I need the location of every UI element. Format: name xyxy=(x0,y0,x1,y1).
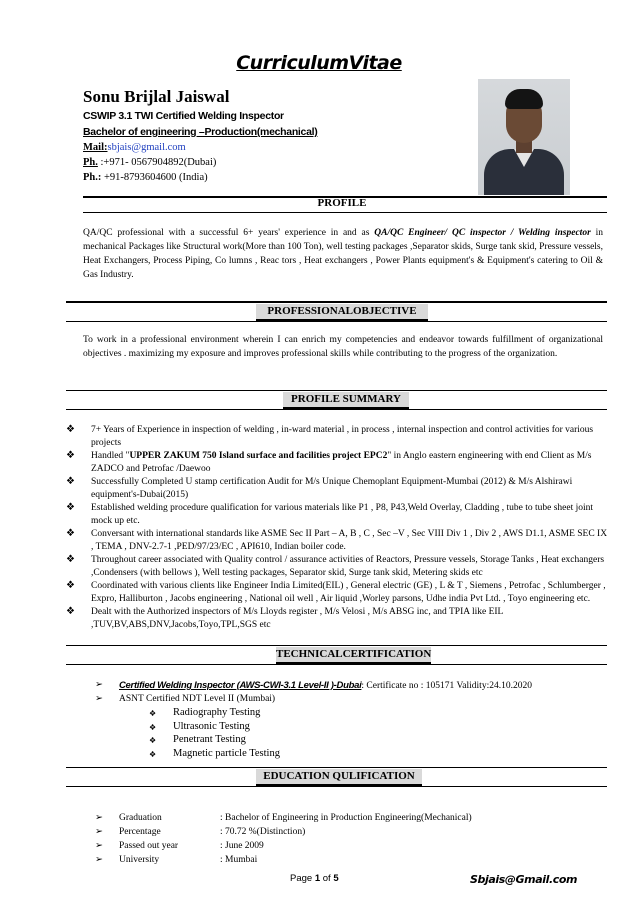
list-item: ❖ Conversant with international standards like ASME Sec II Part – A, B , C , Sec –V , Sec VIII Div 1 , Div 2 , AWS D1.1, ASME SEC IX , TEMA , DNV-2.7-1 ,PED/97/23/EC , API610, Indian boiler code. xyxy=(66,528,608,552)
footer-email: Sbjais@Gmail.com xyxy=(470,873,578,886)
diamond-bullet-icon: ❖ xyxy=(66,476,75,487)
list-item: ❖ Established welding procedure qualification for various materials like P1 , P8, P43,Weld Overlay, Cladding , tube to tube sheet joint mock up etc. xyxy=(66,502,594,526)
education-table xyxy=(95,811,615,867)
header-block xyxy=(83,86,333,185)
mail-link[interactable]: sbjais@gmail.com xyxy=(107,142,186,153)
phone-label: Ph. xyxy=(83,157,98,168)
summary-heading: PROFILE SUMMARY xyxy=(283,392,409,409)
table-row: ➢ University : Mumbai xyxy=(95,855,258,865)
list-item: ❖ Ultrasonic Testing xyxy=(95,720,615,734)
mail-label: Mail: xyxy=(83,142,108,153)
diamond-bullet-icon: ❖ xyxy=(66,554,75,565)
list-item: ➢ ASNT Certified NDT Level II (Mumbai) xyxy=(95,694,276,704)
list-item: ❖ Radiography Testing xyxy=(95,706,615,720)
arrow-bullet-icon: ➢ xyxy=(95,841,103,851)
divider xyxy=(66,786,607,787)
list-item: ❖ Penetrant Testing xyxy=(95,733,615,747)
degree-line: Bachelor of engineering –Production(mechanical) xyxy=(83,126,318,138)
profile-heading: PROFILE xyxy=(317,197,367,209)
summary-list xyxy=(66,424,611,632)
diamond-bullet-icon: ❖ xyxy=(66,580,75,591)
document-title: CurriculumVitae xyxy=(236,52,402,74)
diamond-bullet-icon: ❖ xyxy=(66,528,75,539)
diamond-bullet-icon: ❖ xyxy=(66,606,75,617)
diamond-bullet-icon: ❖ xyxy=(66,424,75,435)
divider xyxy=(66,645,607,646)
divider xyxy=(66,409,607,410)
divider xyxy=(66,664,607,665)
list-item: ❖ Dealt with the Authorized inspectors of M/s Lloyds register , M/s Velosi , M/s ABSG inc, and TPIA like EIL ,TUV,BV,ABS,DNV,Jacobs,Toyo,TPL,SGS etc xyxy=(66,606,503,630)
divider xyxy=(66,767,607,768)
certification-heading: TECHNICALCERTIFICATION xyxy=(276,647,431,664)
list-item: ❖ Magnetic particle Testing xyxy=(95,747,615,761)
list-item: ❖ Handled "UPPER ZAKUM 750 Island surface and facilities project EPC2" in Anglo eastern engineering with end Client as M/s ZADCO and Petrofac /Daewoo xyxy=(66,450,592,474)
diamond-bullet-icon: ❖ xyxy=(149,709,157,718)
profile-photo xyxy=(478,79,570,195)
list-item: ❖ Successfully Completed U stamp certification Audit for M/s Unique Chemoplant Equipment-Mumbai (2012) & M/s Alshirawi equipment's-Dubai(2015) xyxy=(66,476,573,500)
diamond-bullet-icon: ❖ xyxy=(149,722,157,732)
divider xyxy=(66,390,607,391)
candidate-name: Sonu Brijlal Jaiswal xyxy=(83,87,230,106)
phone-label: Ph.: xyxy=(83,172,102,183)
certification-list xyxy=(95,679,615,760)
arrow-bullet-icon: ➢ xyxy=(95,680,103,690)
arrow-bullet-icon: ➢ xyxy=(95,855,103,865)
list-item: ❖ Throughout career associated with Quality control / assurance activities of Reactors, Pressure vessels, Storage Tanks , Heat exchangers ,Condensers (with bellows ), Well testing packages, Separator skid, Surge tank skid, Metering skids etc xyxy=(66,554,605,578)
page-number: Page 1 of 5 xyxy=(290,873,339,884)
objective-text: To work in a professional environment wherein I can enrich my competencies and endeavor towards fulfillment of organizational objectives . maximizing my exposure and improves professional skills while contributing to the progress of the organization. xyxy=(83,335,603,359)
diamond-bullet-icon: ❖ xyxy=(149,749,157,759)
arrow-bullet-icon: ➢ xyxy=(95,827,103,837)
list-item: ➢ Certified Welding Inspector (AWS-CWI-3.1 Level-II )-Dubai: Certificate no : 105171 Validity:24.10.2020 xyxy=(95,680,532,691)
diamond-bullet-icon: ❖ xyxy=(66,450,75,461)
phone-india-line xyxy=(83,170,333,185)
profile-text: QA/QC professional with a successful 6+ years' experience in and as QA/QC Engineer/ QC inspector / Welding inspector in mechanical Packages like Structural work(More than 100 Ton), well testing packages ,Separator skids, Surge tank skid, Pressure vessels, Heat Exchangers, Process Piping, Co lumns , Reac tors , Heat exchangers , Power Plants equipment's & Equipment's catering to Oil & Gas Industry. xyxy=(83,228,603,280)
certification-line: CSWIP 3.1 TWI Certified Welding Inspector xyxy=(83,110,284,122)
divider xyxy=(66,321,607,322)
table-row: ➢ Graduation : Bachelor of Engineering in Production Engineering(Mechanical) xyxy=(95,813,472,823)
divider xyxy=(83,212,607,213)
table-row: ➢ Passed out year : June 2009 xyxy=(95,841,264,851)
education-heading: EDUCATION QULIFICATION xyxy=(256,769,422,786)
mail-line xyxy=(83,140,333,155)
phone-india: +91-8793604600 (India) xyxy=(101,172,208,183)
arrow-bullet-icon: ➢ xyxy=(95,813,103,823)
list-item: ❖ 7+ Years of Experience in inspection of welding , in-ward material , in process , internal inspection and control activities for various projects xyxy=(66,424,594,448)
phone-dubai-line xyxy=(83,155,333,170)
objective-heading: PROFESSIONALOBJECTIVE xyxy=(256,304,428,321)
diamond-bullet-icon: ❖ xyxy=(66,502,75,513)
phone-dubai: :+971- 0567904892(Dubai) xyxy=(100,157,217,168)
list-item: ❖ Coordinated with various clients like Engineer India Limited(EIL) , General electric (GE) , L & T , Siemens , Petrofac , Schlumberger , Expro, Halliburton , Jacobs engineering , National oil well , Air liquid ,Worley parsons, Udhe india Pvt Ltd. , Toyo engineering etc. xyxy=(66,580,606,604)
diamond-bullet-icon: ❖ xyxy=(149,736,157,745)
arrow-bullet-icon: ➢ xyxy=(95,694,103,704)
divider xyxy=(66,301,607,303)
table-row: ➢ Percentage : 70.72 %(Distinction) xyxy=(95,827,306,837)
